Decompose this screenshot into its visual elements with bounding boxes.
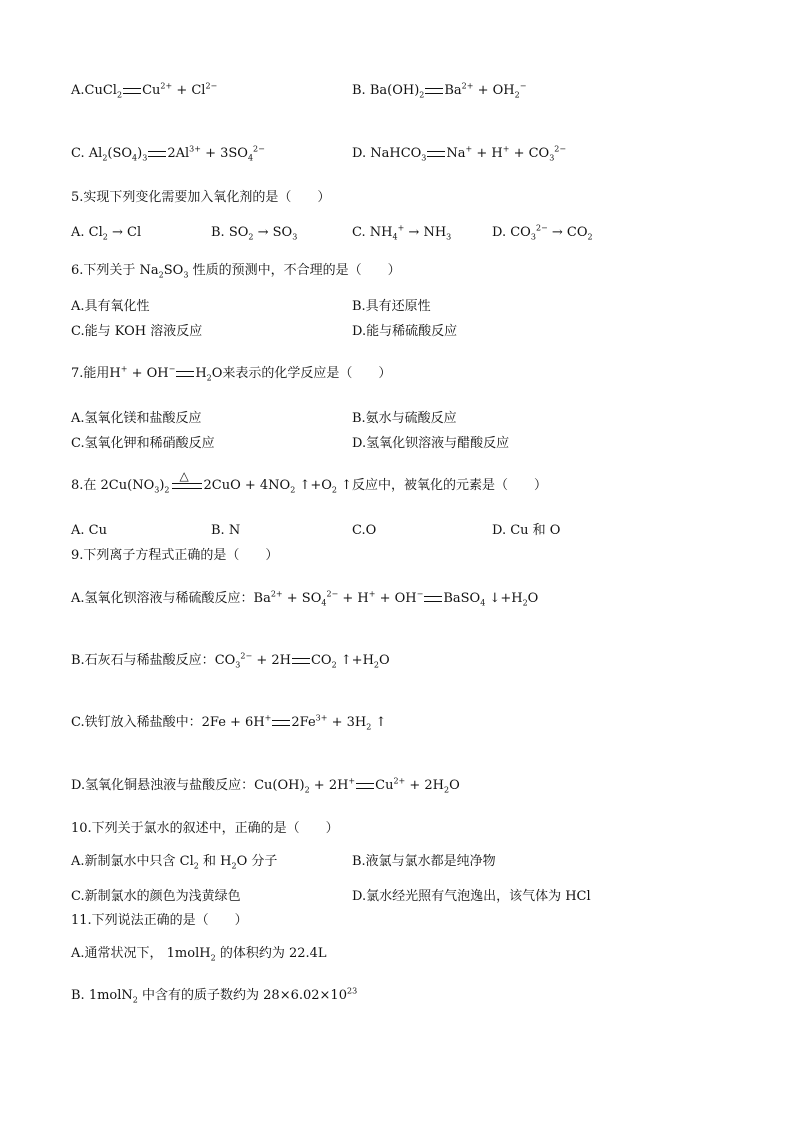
q9-stem: 9.下列离子方程式正确的是（ ） bbox=[71, 548, 279, 563]
q4-option-a: A.CuCl$_2$ $Cu^{2+} + Cl^{2-}$ bbox=[71, 81, 218, 100]
q5-option-c: C. $NH_4^+ \to NH_3$ bbox=[352, 223, 452, 242]
q4-option-d: D. NaHCO$_3$ $Na^+ + H^+ + CO_3^{2-}$ bbox=[352, 144, 567, 163]
q7-stem: 7.能用H+ + OH− $H_2O$来表示的化学反应是（ ） bbox=[71, 364, 392, 383]
heat-icon: △ bbox=[179, 468, 189, 483]
option-label: D. bbox=[352, 146, 367, 161]
q7-option-c: C.氢氧化钾和稀硝酸反应 bbox=[71, 436, 215, 451]
q9-option-d: D.氢氧化铜悬浊液与盐酸反应：$Cu(OH)_2 + 2H^+$ $Cu^{2+} + 2H_2O$ bbox=[71, 776, 460, 795]
q8-stem: 8.在 $2Cu(NO_3)_2$ △ $2CuO + 4NO_2$ $↑+O_2$ ↑反应中，被氧化的元素是（ ） bbox=[71, 468, 548, 495]
q4-option-b: B. $Ba(OH)_2$ $Ba^{2+} + OH_2^-$ bbox=[352, 81, 527, 100]
q8-option-b: B. N bbox=[211, 523, 241, 538]
q9-option-a: A.氢氧化钡溶液与稀硫酸反应：$Ba^{2+} + SO_4^{2-} + H^+ + OH^-$ BaSO$_4$ $↓+H_2O$ bbox=[71, 589, 539, 608]
q6-option-a: A.具有氧化性 bbox=[71, 299, 150, 314]
q6-option-d: D.能与稀硫酸反应 bbox=[352, 324, 458, 339]
q4-option-c: C. $Al_2(SO_4)_3$ $2Al^{3+} + 3SO_4^{2-}$ bbox=[71, 144, 265, 163]
q9-option-c: C.铁钉放入稀盐酸中：2Fe + 6H+ $2Fe^{3+} + 3H_2$ ↑ bbox=[71, 713, 387, 732]
q10-stem: 10.下列关于氯水的叙述中，正确的是（ ） bbox=[71, 821, 339, 836]
q5-option-d: D. $CO_3^{2-} \to CO_2$ bbox=[492, 223, 593, 242]
q10-option-d: D.氯水经光照有气泡逸出，该气体为 HCl bbox=[352, 889, 591, 904]
q7-option-b: B.氨水与硫酸反应 bbox=[352, 411, 457, 426]
option-label: B. bbox=[352, 83, 366, 98]
q7-option-d: D.氢氧化钡溶液与醋酸反应 bbox=[352, 436, 510, 451]
q9-option-b: B.石灰石与稀盐酸反应：$CO_3^{2-} + 2H$ $CO_2$ $↑+H_2O$ bbox=[71, 651, 390, 670]
q11-option-b: B. 1molN$_2$ 中含有的质子数约为 $28\times 6.02\times 10^{23}$ bbox=[71, 986, 358, 1005]
heat-condition bbox=[172, 468, 202, 489]
q6-stem: 6.下列关于 $Na_2SO_3$ 性质的预测中，不合理的是（ ） bbox=[71, 263, 401, 280]
q11-stem: 11.下列说法正确的是（ ） bbox=[71, 913, 248, 928]
q6-option-b: B.具有还原性 bbox=[352, 299, 431, 314]
q10-option-c: C.新制氯水的颜色为浅黄绿色 bbox=[71, 889, 241, 904]
q5-stem: 5.实现下列变化需要加入氧化剂的是（ ） bbox=[71, 190, 331, 205]
option-label: A. bbox=[71, 83, 85, 98]
q8-option-d: D. Cu 和 O bbox=[492, 523, 561, 538]
q6-option-c: C.能与 KOH 溶液反应 bbox=[71, 324, 203, 339]
q10-option-b: B.液氯与氯水都是纯净物 bbox=[352, 854, 496, 869]
q5-option-a: A. $Cl_2 \to Cl$ bbox=[71, 225, 142, 242]
q7-option-a: A.氢氧化镁和盐酸反应 bbox=[71, 411, 202, 426]
q8-option-a: A. Cu bbox=[71, 523, 107, 538]
q8-option-c: C.O bbox=[352, 523, 377, 538]
q5-option-b: B. $SO_2 \to SO_3$ bbox=[211, 225, 298, 242]
option-label: C. bbox=[71, 146, 85, 161]
q10-option-a: A.新制氯水中只含 $Cl_2$ 和 $H_2O$ 分子 bbox=[71, 854, 278, 871]
q11-option-a: A.通常状况下， 1molH$_2$ 的体积约为 22.4L bbox=[71, 946, 327, 963]
